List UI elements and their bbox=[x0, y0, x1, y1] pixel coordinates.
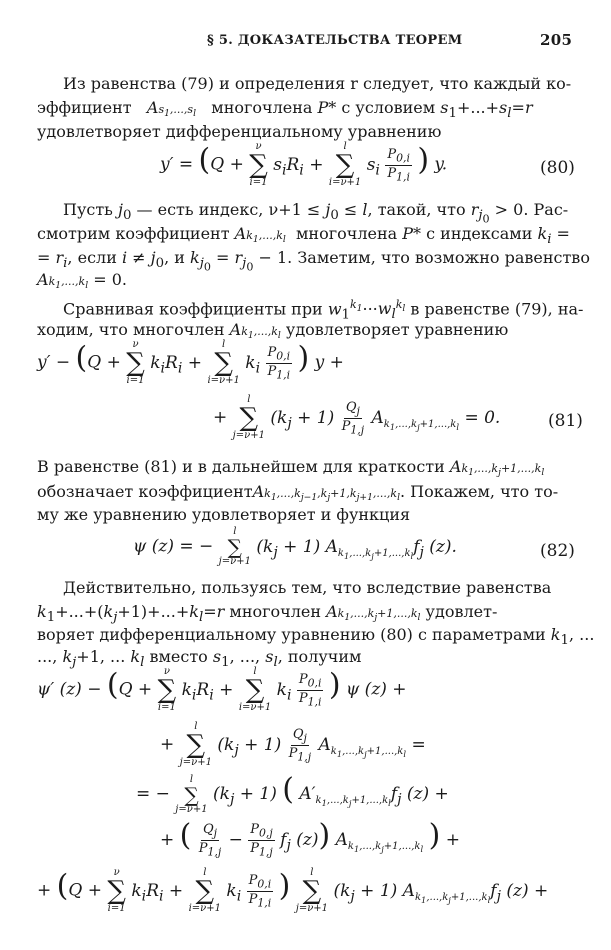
paragraph-3-line-1: Сравнивая коэффициенты при $w_1^{k_1}\cdot\cdot\cdot w_l^{k_l}$ в равенстве (79), на- bbox=[63, 298, 584, 323]
paragraph-1-line-2: эффициент $As_1,...,s_l$ многочлена P* с условием $s_1+...+s_l=r$ bbox=[37, 98, 533, 122]
equation-81-number: (81) bbox=[548, 411, 583, 431]
derivation-line-4: + ( $\frac{Q_j}{P_{1,j}}$ − $\frac{P_{0,j}}{P_{1,j}}$ $f_j$ (z)) $A_{k_1,...,k_j+1,...,k_l}$ ) + bbox=[160, 818, 460, 859]
derivation-line-3: = − l ∑ j=ν+1 $(k_j + 1)$ ( $A'_{k_1,...,k_j+1,...,k_l}f_j$ (z) + bbox=[136, 772, 449, 815]
paragraph-2-line-2: смотрим коэффициент $Ak_1,...,k_l$ многочлена P* с индексами $k_i$ = bbox=[37, 224, 570, 248]
paragraph-4-line-2: обозначает $коэффициентAk_1,...,k_{j-1},k_j+1,k_{j+1},...,k_l$. Покажем, что то- bbox=[37, 482, 559, 504]
equation-80-number: (80) bbox=[540, 158, 575, 178]
equation-82: ψ (z) = − l ∑ j=ν+1 $(k_j + 1)$ $A_{k_1,...,k_j+1,...,k_l}f_j$ (z). bbox=[133, 526, 457, 567]
running-header: § 5. ДОКАЗАТЕЛЬСТВА ТЕОРЕМ bbox=[207, 33, 463, 48]
paragraph-3-line-2: ходим, что многочлен $Ak_1,...,k_l$ удовлетворяет уравнению bbox=[37, 320, 509, 342]
paragraph-4-line-1: В равенстве (81) и в дальнейшем для краткости $Ak_1,...,k_j+1,...,k_l$ bbox=[37, 457, 545, 479]
equation-82-number: (82) bbox=[540, 541, 575, 561]
derivation-line-1: ψ′ (z) − (Q + ν ∑ i=1 $k_iR_i$ + l ∑ i=ν+1 $k_i$ $\frac{P_{0,i}}{P_{1,i}}$ ) ψ (z) + bbox=[37, 666, 407, 713]
derivation-line-2: + l ∑ j=ν+1 $(k_j + 1)$ $\frac{Q_j}{P_{1,j}}$ $A_{k_1,...,k_j+1,...,k_l}$ = bbox=[160, 721, 426, 768]
paragraph-2-line-4: $Ak_1,...,k_l = 0$. bbox=[37, 270, 127, 292]
equation-80: y′ = (Q + ν ∑ i=1 $s_iR_i$ + l ∑ i=ν+1 $s_i$ $\frac{P_{0,i}}{P_{1,i}}$ ) y. bbox=[160, 141, 448, 188]
p1-l1: Из равенства (79) и определения r следует, что каждый ко- bbox=[63, 74, 572, 93]
equation-81-line-2: + l ∑ j=ν+1 $(k_j + 1)$ $\frac{Q_j}{P_{1,j}}$ $A_{k_1,...,k_j+1,...,k_l} = 0$. bbox=[213, 394, 501, 441]
paragraph-1-line-3: удовлетворяет дифференциальному уравнению bbox=[37, 122, 442, 141]
derivation-line-5: + (Q + ν ∑ i=1 $k_iR_i$ + l ∑ i=ν+1 $k_i$ $\frac{P_{0,i}}{P_{1,i}}$ ) l ∑ j=ν+1 $(k_j + 1)$ $A_{k_1,...,k_j+1,...,k_l}f_j$ (z) + bbox=[37, 867, 549, 914]
paragraph-5-line-2: $k_1+...+(k_j+1)+...+k_l=r$ многочлен $Ak_1,...,k_j+1,...,k_l$ удовлет- bbox=[37, 602, 498, 626]
page-number: 205 bbox=[540, 31, 573, 49]
paragraph-1-line-1 bbox=[63, 74, 571, 93]
paragraph-2-line-3: = $r_i$, если $i \ne j_0$, и $k_{j_0} = r_{j_0} - 1$. Заметим, что возможно равенство bbox=[37, 248, 590, 274]
equation-81-line-1: y′ − (Q + ν ∑ i=1 $k_iR_i$ + l ∑ i=ν+1 $k_i$ $\frac{P_{0,i}}{P_{1,i}}$ ) y + bbox=[37, 339, 344, 386]
paragraph-5-line-4: ..., $k_j+1$, ... $k_l$ вместо $s_1$, ..., $s_l$, получим bbox=[37, 647, 362, 671]
paragraph-5-line-1: Действительно, пользуясь тем, что вследствие равенства bbox=[63, 578, 552, 597]
paragraph-2-line-1: Пусть $j_0$ — есть индекс, $\nu+1 \le j_0 \le l$, такой, что $r_{j_0} > 0$. Рас- bbox=[63, 200, 569, 226]
paragraph-4-line-3: му же уравнению удовлетворяет и функция bbox=[37, 505, 411, 524]
paragraph-5-line-3: воряет дифференциальному уравнению (80) с параметрами $k_1$, ... bbox=[37, 625, 595, 649]
